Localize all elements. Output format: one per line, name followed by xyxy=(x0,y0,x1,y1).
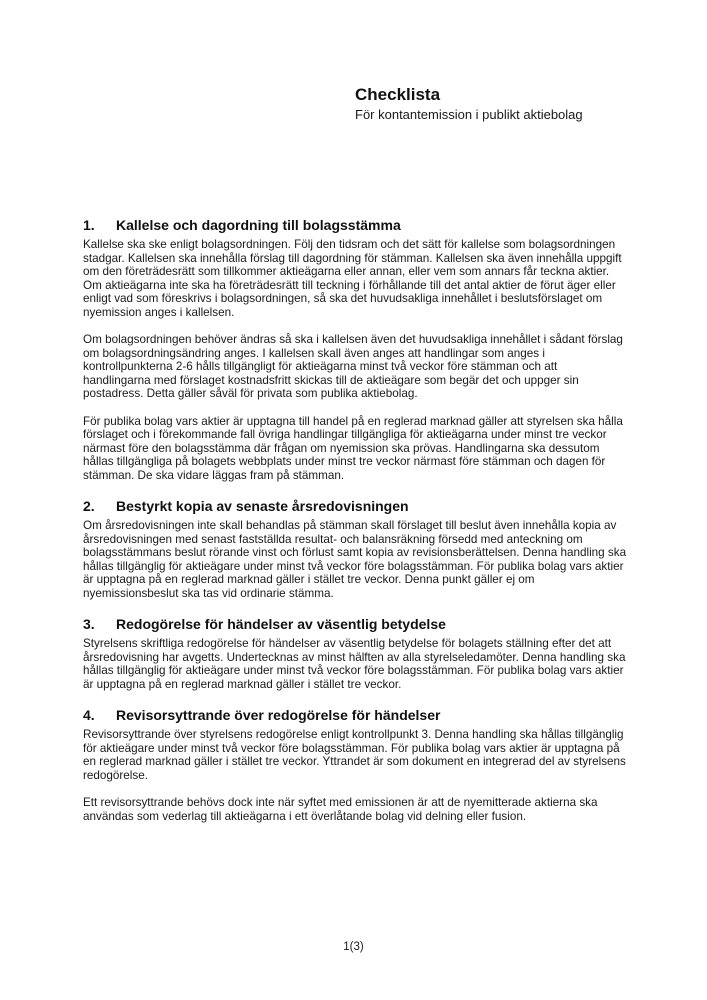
section-title: Kallelse och dagordning till bolagsstämma xyxy=(116,217,401,233)
section-heading xyxy=(83,217,628,233)
document-body xyxy=(83,217,628,837)
section-number: 4. xyxy=(83,707,95,724)
paragraph: Om bolagsordningen behöver ändras så ska i kallelsen även det huvudsakliga innehållet i sådant förslag om bolagsordningsändring anges. I kallelsen skall även anges att handlingar som anges i kontrollpunkterna 2-6 hålls tillgängligt för aktieägarna minst två veckor före stämman och att handlingarna med förslaget kostnadsfritt skickas till de aktieägare som begär det och uppger sin postadress. Detta gäller såväl för privata som publika aktiebolag. xyxy=(83,333,623,401)
paragraph: Kallelse ska ske enligt bolagsordningen. Följ den tidsram och det sätt för kallelse som bolagsordningen stadgar. Kallelsen ska innehålla förslag till dagordning för stämman. Kallelsen ska även innehålla uppgift om den företrädesrätt som tillkommer aktieägarna eller annan, eller vem som annars får teckna aktier. Om aktieägarna inte ska ha företrädesrätt till teckning i förhållande till det antal aktier de förut äger eller enligt vad som föreskrivs i bolagsordningen, så ska det huvudsakliga innehållet i beslutsförslaget om nyemission anges i kallelsen. xyxy=(83,238,622,319)
section-revisorsyttrande xyxy=(83,707,628,823)
section-heading xyxy=(83,616,628,632)
section-redogorelse xyxy=(83,616,628,691)
section-title: Redogörelse för händelser av väsentlig betydelse xyxy=(116,616,446,633)
section-heading xyxy=(83,707,628,723)
paragraph: Om årsredovisningen inte skall behandlas på stämman skall förslaget till beslut även innehålla kopia av årsredovisningen med senast fastställda resultat- och balansräkning försedd med anteckning om bolagsstämmans beslut rörande vinst och förlust samt kopia av revisionsberättelsen. Denna handling ska hållas tillgänglig för aktieägare under minst två veckor före bolagsstämman. För publika bolag vars aktier är upptagna på en reglerad marknad gäller i stället tre veckor. Denna punkt gäller ej om nyemissionsbeslut ska tas vid ordinarie stämma. xyxy=(83,519,627,600)
document-header xyxy=(355,85,583,124)
paragraph: Ett revisorsyttrande behövs dock inte när syftet med emissionen är att de nyemitterade aktierna ska användas som vederlag till aktieägarna i ett överlåtande bolag vid delning eller fusion. xyxy=(83,796,598,823)
section-number: 3. xyxy=(83,616,95,633)
section-heading xyxy=(83,498,628,514)
section-title: Revisorsyttrande över redogörelse för händelser xyxy=(116,707,441,724)
section-kallelse xyxy=(83,217,628,482)
document-subtitle: För kontantemission i publikt aktiebolag xyxy=(355,107,583,123)
paragraph: Styrelsens skriftliga redogörelse för händelser av väsentlig betydelse för bolagets ställning efter det att årsredovisning har avgetts. Undertecknas av minst hälften av alla styrelseledamöter. Denna handling ska hållas tillgänglig för aktieägare under minst två veckor före bolagsstämman. För publika bolag vars aktier är upptagna på en reglerad marknad gäller i stället tre veckor. xyxy=(83,637,626,691)
section-title: Bestyrkt kopia av senaste årsredovisningen xyxy=(116,498,409,515)
section-number: 1. xyxy=(83,217,95,233)
section-number: 2. xyxy=(83,498,95,515)
paragraph: För publika bolag vars aktier är upptagna till handel på en reglerad marknad gäller att styrelsen ska hålla förslaget och i förekommande fall övriga handlingar tillgängliga för aktieägarna under minst tre veckor närmast före den bolagsstämma där frågan om nyemission ska prövas. Handlingarna ska dessutom hållas tillgängliga på bolagets webbplats under minst tre veckor närmast före stämman och dagen för stämman. De ska vidare läggas fram på stämman. xyxy=(83,414,623,482)
document-title: Checklista xyxy=(355,85,441,104)
section-arsredovisning xyxy=(83,498,628,600)
page-footer xyxy=(0,941,707,953)
paragraph: Revisorsyttrande över styrelsens redogörelse enligt kontrollpunkt 3. Denna handling ska hållas tillgänglig för aktieägare under minst två veckor före bolagsstämman. För publika bolag vars aktier är upptagna på en reglerad marknad gäller i stället tre veckor. Yttrandet är som dokument en integrerad del av styrelsens redogörelse. xyxy=(83,728,626,782)
page-number: 1(3) xyxy=(343,941,364,953)
